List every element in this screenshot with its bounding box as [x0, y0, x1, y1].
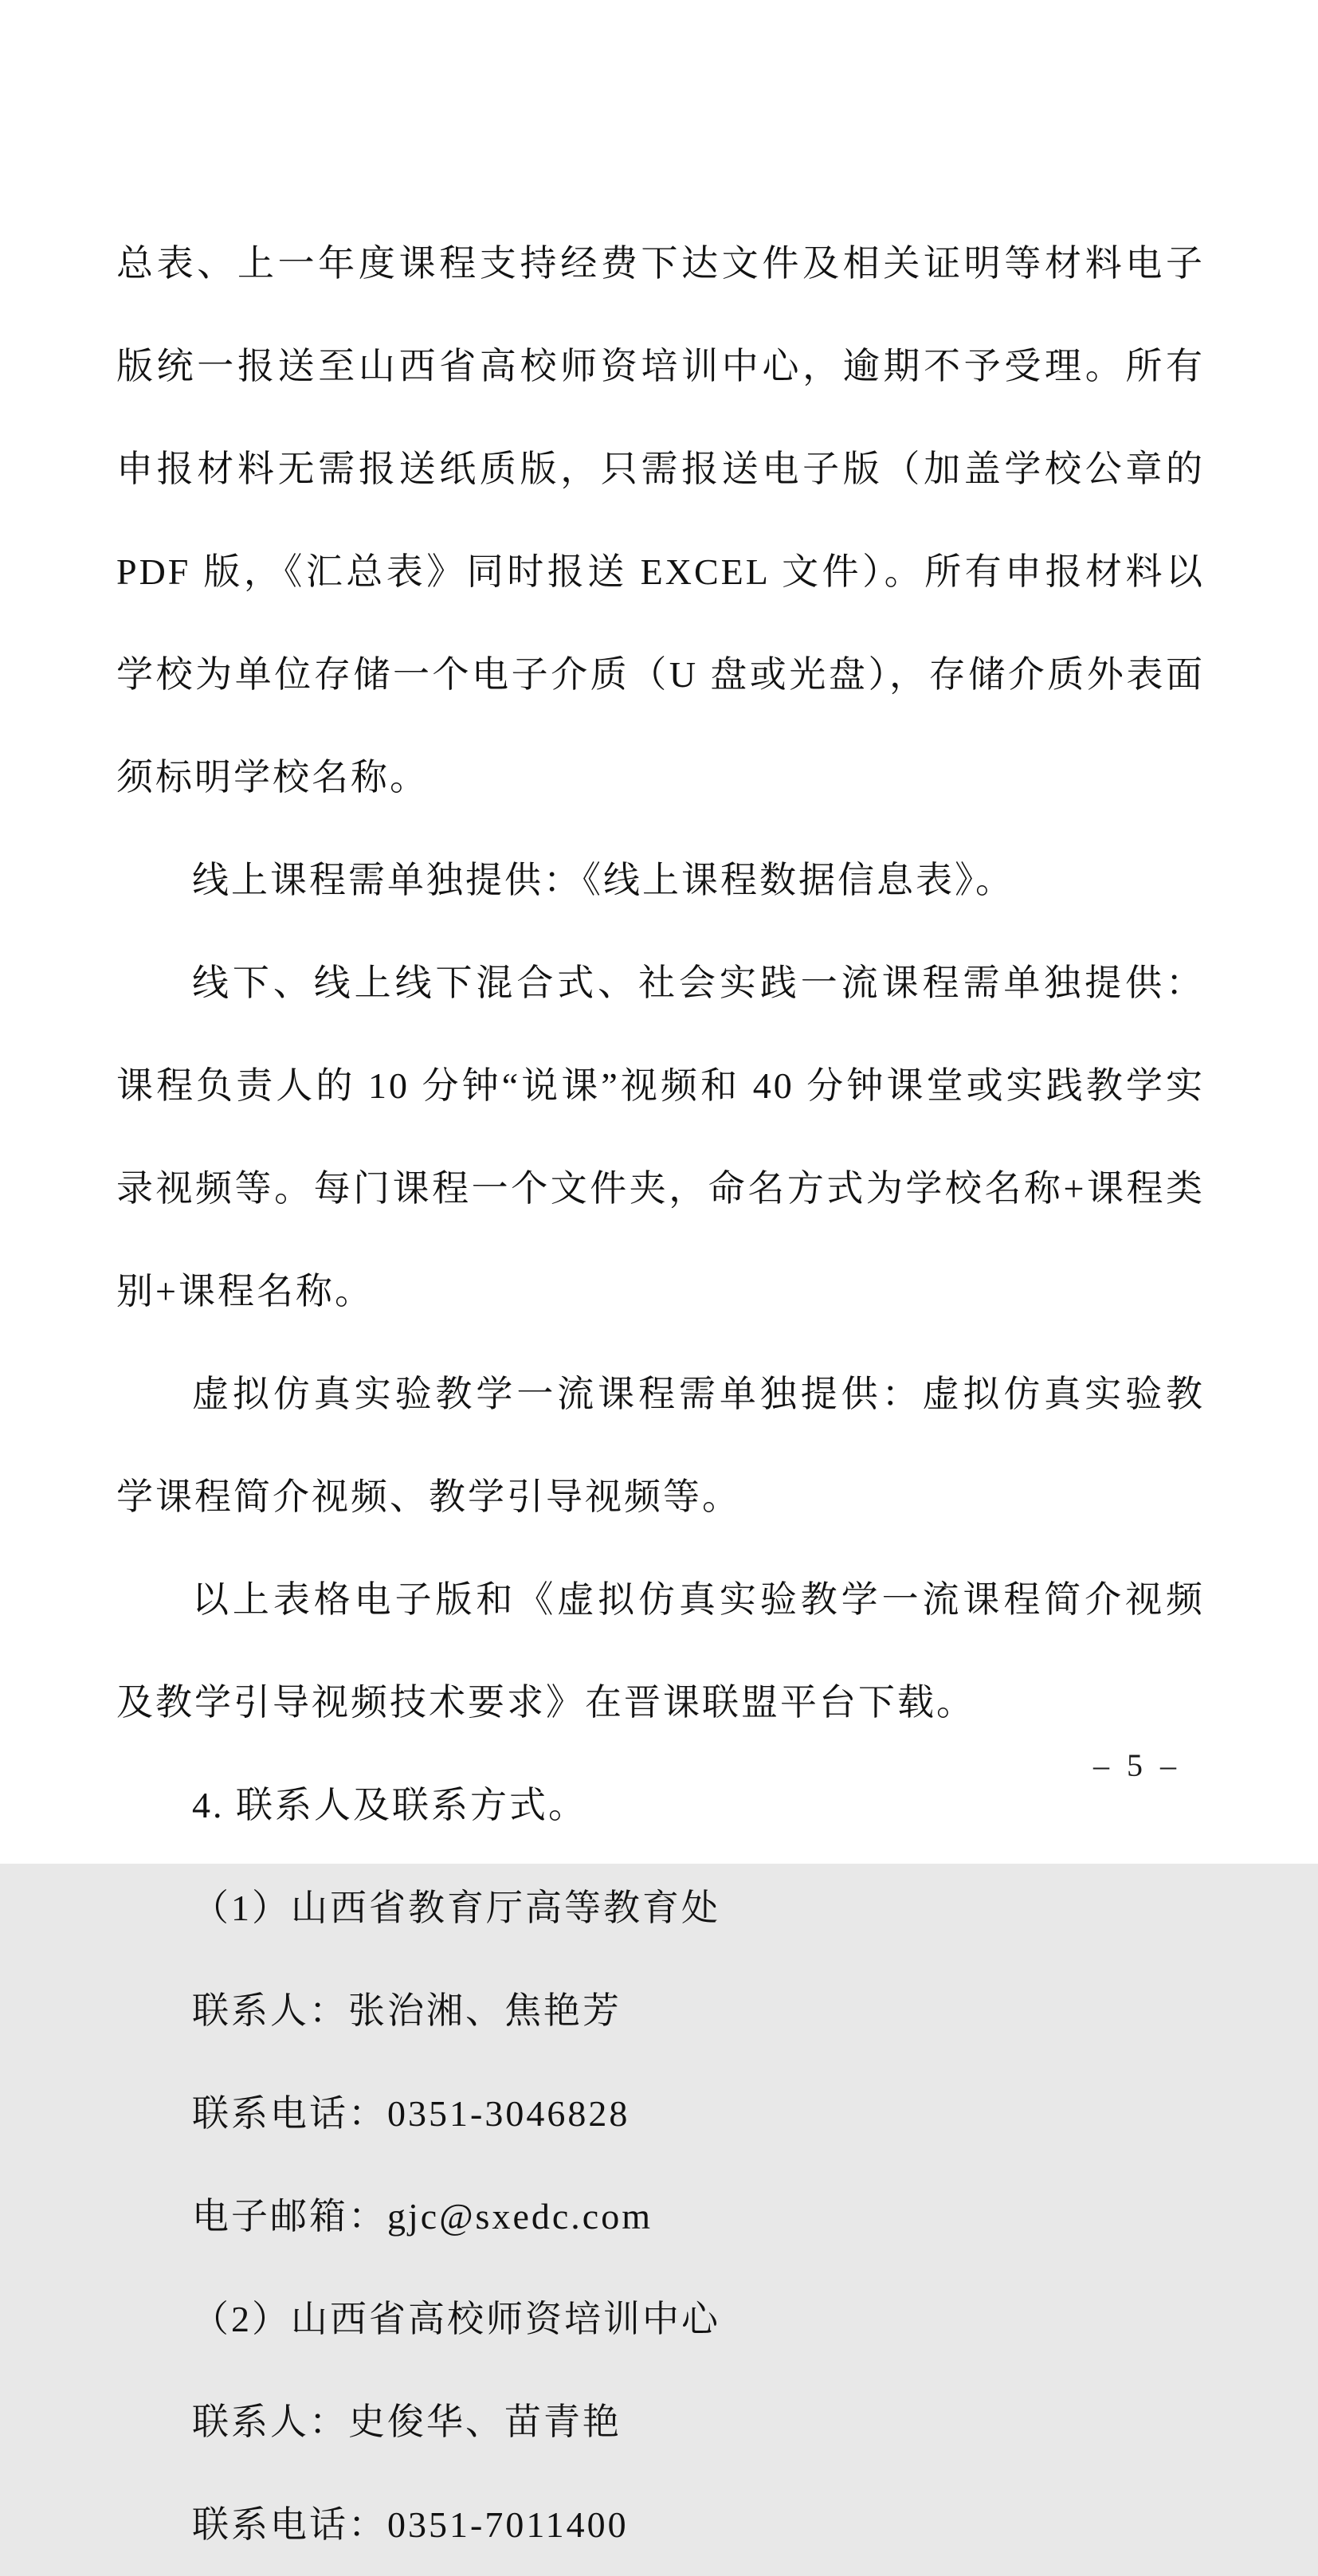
- page-number: – 5 –: [1093, 1747, 1181, 1783]
- paragraph-contact-phone: 联系电话：0351-7011400: [192, 2504, 629, 2545]
- paragraph: 线下、线上线下混合式、社会实践一流课程需单独提供：课程负责人的 10 分钟“说课”视频和 40 分钟课堂或实践教学实录视频等。每门课程一个文件夹，命名方式为学校名称+课程类别+课程名称。: [116, 963, 1205, 1312]
- paragraph-contact-person: 联系人：史俊华、苗青艳: [192, 2402, 622, 2442]
- paragraph-contact-person: 联系人：张治湘、焦艳芳: [192, 1990, 622, 2031]
- paragraph: 虚拟仿真实验教学一流课程需单独提供：虚拟仿真实验教学课程简介视频、教学引导视频等。: [116, 1374, 1205, 1517]
- paragraph-contact-phone: 联系电话：0351-3046828: [192, 2093, 630, 2134]
- paragraph: 线上课程需单独提供：《线上课程数据信息表》。: [192, 860, 1014, 900]
- paragraph-contact-org: （2）山西省高校师资培训中心: [192, 2299, 720, 2339]
- paragraph: 以上表格电子版和《虚拟仿真实验教学一流课程简介视频及教学引导视频技术要求》在晋课联盟平台下载。: [116, 1579, 1205, 1723]
- paragraph-contact-email: 电子邮箱：gjc@sxedc.com: [192, 2196, 653, 2237]
- document-body: [116, 212, 1205, 2576]
- paragraph: 总表、上一年度课程支持经费下达文件及相关证明等材料电子版统一报送至山西省高校师资培训中心，逾期不予受理。所有申报材料无需报送纸质版，只需报送电子版（加盖学校公章的 PDF 版，《汇总表》同时报送 EXCEL 文件）。所有申报材料以学校为单位存储一个电子介质（U 盘或光盘），存储介质外表面须标明学校名称。: [116, 243, 1205, 798]
- paragraph-section-heading: 4. 联系人及联系方式。: [192, 1785, 587, 1825]
- paragraph-contact-org: （1）山西省教育厅高等教育处: [192, 1888, 720, 1928]
